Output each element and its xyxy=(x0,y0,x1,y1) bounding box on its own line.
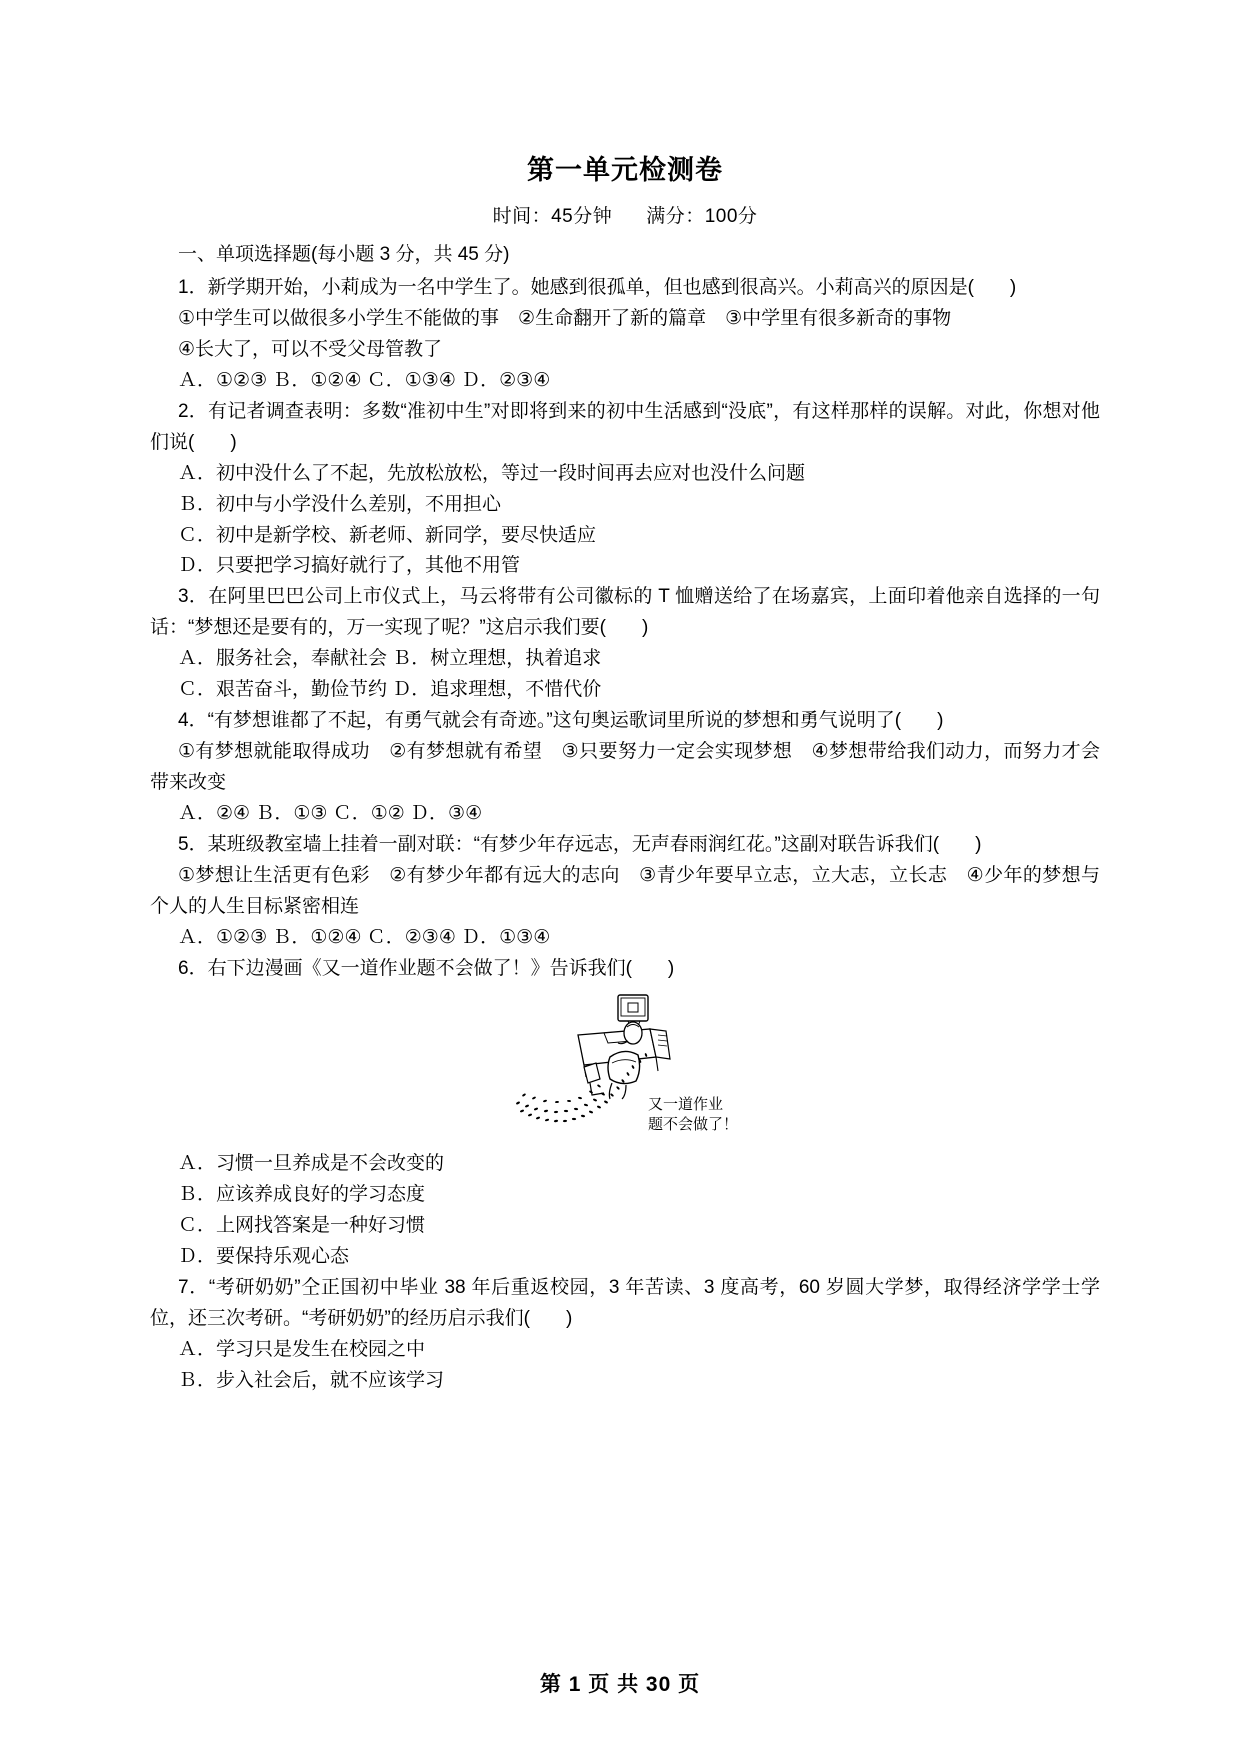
question-6 xyxy=(150,954,1100,1273)
question-2-option-a: Ａ．初中没什么了不起，先放松放松，等过一段时间再去应对也没什么问题 xyxy=(178,462,806,484)
question-1-statement-1: ①中学生可以做很多小学生不能做的事 ②生命翻开了新的篇章 ③中学里有很多新奇的事物 xyxy=(178,307,952,329)
exam-total-score: 满分：100分 xyxy=(646,206,758,227)
question-5 xyxy=(150,830,1100,954)
question-2-option-d: Ｄ．只要把学习搞好就行了，其他不用管 xyxy=(178,555,521,577)
page-footer: 第 1 页 共 30 页 xyxy=(539,1673,701,1696)
question-3-option-cd: Ｃ．艰苦奋斗，勤俭节约 Ｄ．追求理想，不惜代价 xyxy=(178,679,602,701)
question-4-options: Ａ．②④ Ｂ．①③ Ｃ．①② Ｄ．③④ xyxy=(178,803,483,825)
question-1-options: Ａ．①②③ Ｂ．①②④ Ｃ．①③④ Ｄ．②③④ xyxy=(178,369,551,391)
question-7-option-a: Ａ．学习只是发生在校园之中 xyxy=(178,1338,426,1360)
question-5-statement-1: ①梦想让生活更有色彩 ②有梦少年都有远大的志向 ③青少年要早立志，立大志，立长志 ④少年的梦想与个人的人生目标紧密相连 xyxy=(150,865,1100,918)
question-2-option-b: Ｂ．初中与小学没什么差别，不用担心 xyxy=(178,493,502,515)
exam-meta xyxy=(150,201,1100,228)
cartoon-homework-illustration xyxy=(500,991,750,1141)
question-1 xyxy=(150,273,1100,397)
question-3-option-ab: Ａ．服务社会，奉献社会 Ｂ．树立理想，执着追求 xyxy=(178,648,602,670)
section-heading: 一、单项选择题(每小题 3 分，共 45 分) xyxy=(178,244,510,265)
page-title: 第一单元检测卷 xyxy=(527,155,723,186)
question-4-statement-1: ①有梦想就能取得成功 ②有梦想就有希望 ③只要努力一定会实现梦想 ④梦想带给我们动力，而努力才会带来改变 xyxy=(150,741,1100,794)
question-6-option-d: Ｄ．要保持乐观心态 xyxy=(178,1245,350,1267)
question-1-stem: 1．新学期开始，小莉成为一名中学生了。她感到很孤单，但也感到很高兴。小莉高兴的原因是( ) xyxy=(178,276,1017,298)
question-2-option-c: Ｃ．初中是新学校、新老师、新同学，要尽快适应 xyxy=(178,524,597,546)
question-6-option-c: Ｃ．上网找答案是一种好习惯 xyxy=(178,1214,426,1236)
question-5-options: Ａ．①②③ Ｂ．①②④ Ｃ．②③④ Ｄ．①③④ xyxy=(178,927,551,949)
question-7-stem: 7．“考研奶奶”仝正国初中毕业 38 年后重返校园，3 年苦读、3 度高考，60 岁圆大学梦，取得经济学学士学位，还三次考研。“考研奶奶”的经历启示我们( ) xyxy=(150,1276,1100,1329)
cartoon-caption-line2: 题不会做了！ xyxy=(648,1115,739,1134)
question-4-stem: 4．“有梦想谁都了不起，有勇气就会有奇迹。”这句奥运歌词里所说的梦想和勇气说明了( ) xyxy=(178,710,944,732)
question-5-stem: 5．某班级教室墙上挂着一副对联：“有梦少年存远志，无声春雨润红花。”这副对联告诉我们( ) xyxy=(178,834,982,856)
cartoon-illustration-wrapper xyxy=(150,991,1100,1141)
question-6-stem: 6．右下边漫画《又一道作业题不会做了！》告诉我们( ) xyxy=(178,958,675,980)
question-3-stem: 3．在阿里巴巴公司上市仪式上，马云将带有公司徽标的 T 恤赠送给了在场嘉宾，上面印着他亲自选择的一句话：“梦想还是要有的，万一实现了呢？”这启示我们要( ) xyxy=(150,586,1100,639)
question-3 xyxy=(150,582,1100,706)
question-6-option-a: Ａ．习惯一旦养成是不会改变的 xyxy=(178,1153,445,1175)
question-6-option-b: Ｂ．应该养成良好的学习态度 xyxy=(178,1184,426,1206)
exam-time: 时间：45分钟 xyxy=(492,206,613,227)
question-1-statement-2: ④长大了，可以不受父母管教了 xyxy=(178,338,443,360)
cartoon-svg xyxy=(500,991,750,1141)
cartoon-caption-line1: 又一道作业 xyxy=(648,1095,724,1114)
question-7-option-b: Ｂ．步入社会后，就不应该学习 xyxy=(178,1369,445,1391)
question-2 xyxy=(150,397,1100,583)
question-7 xyxy=(150,1273,1100,1397)
question-4 xyxy=(150,706,1100,830)
question-2-stem: 2．有记者调查表明：多数“准初中生”对即将到来的初中生活感到“没底”，有这样那样的误解。对此，你想对他们说( ) xyxy=(150,400,1100,453)
